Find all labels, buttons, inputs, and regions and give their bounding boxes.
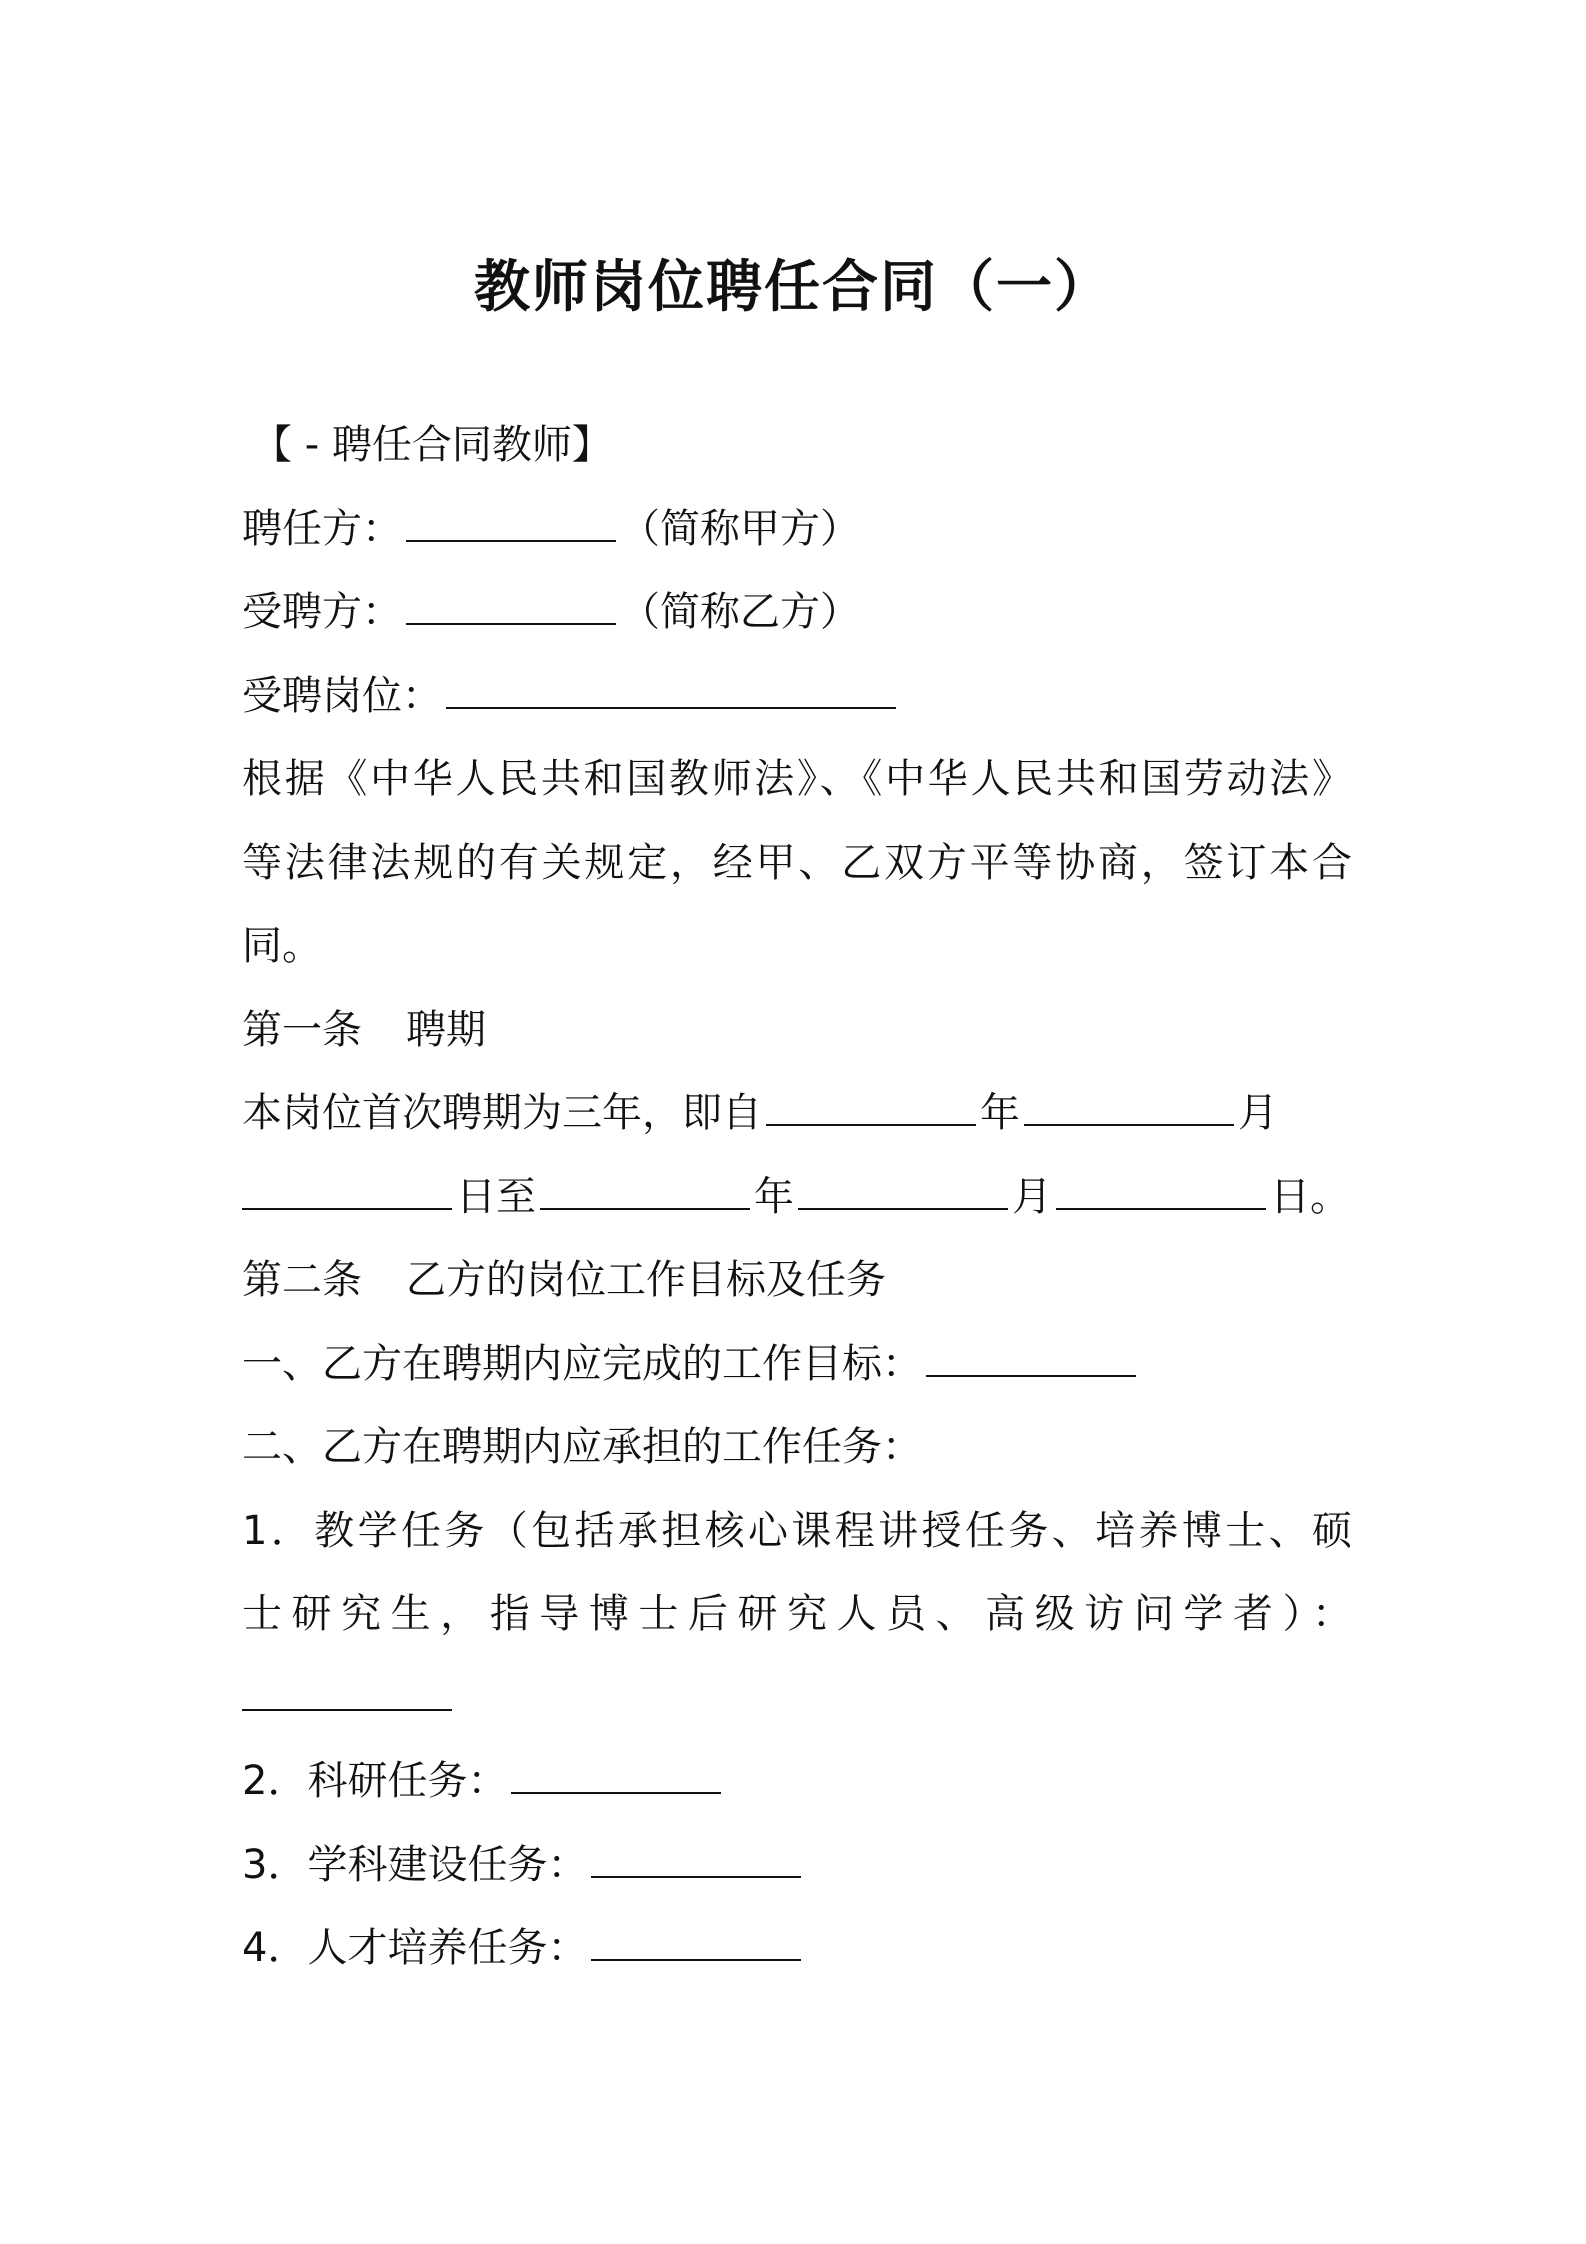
- article-2-heading: [242, 1239, 1352, 1323]
- position-label: 受聘岗位：: [242, 672, 442, 719]
- article-2-title: 乙方的岗位工作目标及任务: [406, 1257, 886, 1303]
- year-label-2: 年: [754, 1173, 794, 1220]
- employee-line: [242, 571, 1352, 655]
- task-2-label: 2．科研任务：: [242, 1758, 508, 1804]
- position-blank: [446, 679, 896, 709]
- end-day-blank: [1056, 1180, 1266, 1210]
- task-1-line-b: 士研究生，指导博士后研究人员、高级访问学者）：: [242, 1591, 1352, 1637]
- employee-blank: [406, 595, 616, 625]
- start-month-blank: [1024, 1096, 1234, 1126]
- article-1-heading: [242, 989, 1352, 1073]
- task-1-line-a: 1．教学任务（包括承担核心课程讲授任务、培养博士、硕: [242, 1507, 1352, 1554]
- term-prefix: 本岗位首次聘期为三年，即自: [242, 1090, 762, 1136]
- end-month-blank: [798, 1180, 1008, 1210]
- article-2-number: 第二条: [242, 1257, 362, 1303]
- employer-suffix: （简称甲方）: [620, 505, 860, 552]
- goal-blank: [926, 1347, 1136, 1377]
- task-4-label: 4．人才培养任务：: [242, 1925, 588, 1971]
- month-label-2: 月: [1012, 1173, 1052, 1220]
- task-3-blank: [591, 1848, 801, 1878]
- start-day-blank: [242, 1180, 452, 1210]
- day-to-label: 日至: [456, 1173, 536, 1220]
- task-3-line: [242, 1824, 1352, 1908]
- task-3-label: 3．学科建设任务：: [242, 1841, 588, 1888]
- term-line-1: [242, 1072, 1352, 1156]
- task-1-blank: [242, 1681, 452, 1711]
- employer-label: 聘任方：: [242, 505, 402, 552]
- intro-line-2: 等法律法规的有关规定，经甲、乙双方平等协商，签订本合: [242, 839, 1352, 886]
- employee-label: 受聘方：: [242, 589, 402, 635]
- employer-line: [242, 488, 1352, 572]
- task-1-blank-line: [242, 1657, 1352, 1741]
- task-4-blank: [591, 1931, 801, 1961]
- article-1-title: 聘期: [406, 1006, 486, 1053]
- intro-line-1: 根据《中华人民共和国教师法》、《中华人民共和国劳动法》: [242, 756, 1352, 802]
- month-label: 月: [1238, 1090, 1278, 1136]
- document-title: 教师岗位聘任合同（一）: [474, 255, 1112, 320]
- day-end-label: 日。: [1270, 1173, 1350, 1220]
- position-line: [242, 655, 1352, 739]
- intro-line-3: 同。: [242, 923, 322, 969]
- article-1-number: 第一条: [242, 1006, 362, 1053]
- task-4-line: [242, 1907, 1352, 1991]
- term-line-2: [242, 1156, 1352, 1240]
- goal-line: [242, 1323, 1352, 1407]
- end-year-blank: [540, 1180, 750, 1210]
- goal-label: 一、乙方在聘期内应完成的工作目标：: [242, 1340, 922, 1387]
- tasks-label: 二、乙方在聘期内应承担的工作任务：: [242, 1424, 922, 1470]
- start-year-blank: [766, 1096, 976, 1126]
- year-label: 年: [980, 1090, 1020, 1136]
- contract-body: [242, 404, 1352, 1991]
- employee-suffix: （简称乙方）: [620, 589, 860, 635]
- task-2-blank: [511, 1764, 721, 1794]
- task-2-line: [242, 1740, 1352, 1824]
- employer-blank: [406, 512, 616, 542]
- heading-tag: 【 - 聘任合同教师】: [252, 422, 612, 468]
